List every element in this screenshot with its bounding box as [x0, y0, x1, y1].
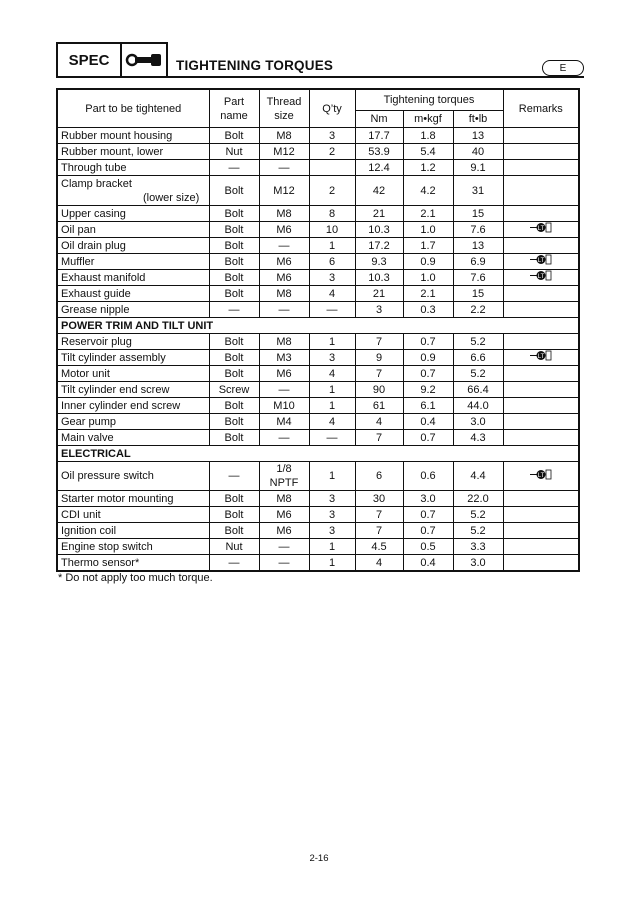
cell-remarks [503, 238, 579, 254]
cell-thread: M8 [259, 286, 309, 302]
table-row [57, 222, 579, 238]
cell-qty: 1 [309, 462, 355, 491]
cell-ftlb: 5.2 [453, 507, 503, 523]
cell-nm: 6 [355, 462, 403, 491]
cell-part [57, 462, 209, 491]
cell-thread: M10 [259, 398, 309, 414]
cell-qty: 4 [309, 286, 355, 302]
cell-thread: M6 [259, 366, 309, 382]
cell-name: — [209, 462, 259, 491]
cell-ftlb: 13 [453, 128, 503, 144]
header-rule [168, 76, 584, 78]
part-label: Thermo sensor* [61, 556, 140, 569]
table-row [57, 144, 579, 160]
cell-ftlb: 3.0 [453, 414, 503, 430]
header-part-name: Part name [209, 89, 259, 128]
cell-ftlb: 3.3 [453, 539, 503, 555]
part-label: Tilt cylinder assembly [61, 351, 166, 364]
cell-thread: M12 [259, 144, 309, 160]
header-ftlb: ft•lb [453, 111, 503, 128]
cell-nm: 10.3 [355, 222, 403, 238]
table-row [57, 206, 579, 222]
cell-thread: M8 [259, 206, 309, 222]
table-row [57, 238, 579, 254]
section-row [57, 318, 579, 334]
cell-ftlb: 4.4 [453, 462, 503, 491]
part-label: Grease nipple [61, 303, 130, 316]
cell-mkgf: 5.4 [403, 144, 453, 160]
cell-name: Nut [209, 144, 259, 160]
cell-mkgf: 4.2 [403, 176, 453, 206]
cell-ftlb: 6.6 [453, 350, 503, 366]
cell-part [57, 523, 209, 539]
cell-remarks [503, 176, 579, 206]
cell-name: Screw [209, 382, 259, 398]
cell-remarks [503, 222, 579, 238]
cell-remarks [503, 350, 579, 366]
cell-ftlb: 22.0 [453, 491, 503, 507]
cell-ftlb: 5.2 [453, 334, 503, 350]
cell-ftlb: 6.9 [453, 254, 503, 270]
torque-table [56, 88, 580, 572]
cell-qty: 3 [309, 523, 355, 539]
cell-part [57, 254, 209, 270]
cell-remarks [503, 491, 579, 507]
cell-nm: 7 [355, 507, 403, 523]
cell-ftlb: 7.6 [453, 270, 503, 286]
locktite-icon [530, 352, 552, 364]
page-title: TIGHTENING TORQUES [176, 58, 334, 73]
cell-name: Bolt [209, 414, 259, 430]
table-row [57, 414, 579, 430]
cell-qty: 3 [309, 350, 355, 366]
cell-nm: 4 [355, 555, 403, 572]
cell-mkgf: 0.9 [403, 350, 453, 366]
cell-remarks [503, 382, 579, 398]
part-label: Main valve [61, 431, 114, 444]
cell-qty: 2 [309, 144, 355, 160]
cell-mkgf: 0.4 [403, 414, 453, 430]
cell-part [57, 302, 209, 318]
cell-remarks [503, 144, 579, 160]
cell-ftlb: 44.0 [453, 398, 503, 414]
table-header-row [57, 89, 579, 111]
section-title: POWER TRIM AND TILT UNIT [57, 318, 579, 334]
cell-mkgf: 0.7 [403, 430, 453, 446]
cell-qty: 2 [309, 176, 355, 206]
cell-part [57, 430, 209, 446]
cell-nm: 7 [355, 334, 403, 350]
cell-qty: 1 [309, 555, 355, 572]
cell-thread: — [259, 302, 309, 318]
part-label: CDI unit [61, 508, 101, 521]
part-label: Clamp bracket [61, 177, 132, 190]
cell-qty: — [309, 430, 355, 446]
table-row [57, 254, 579, 270]
table-row [57, 398, 579, 414]
cell-part [57, 270, 209, 286]
cell-name: Bolt [209, 507, 259, 523]
header-nm: Nm [355, 111, 403, 128]
part-label: Exhaust guide [61, 287, 131, 300]
cell-name: Bolt [209, 270, 259, 286]
cell-name: — [209, 160, 259, 176]
cell-nm: 12.4 [355, 160, 403, 176]
cell-mkgf: 1.8 [403, 128, 453, 144]
cell-thread: — [259, 238, 309, 254]
cell-nm: 7 [355, 430, 403, 446]
cell-ftlb: 2.2 [453, 302, 503, 318]
cell-qty: 3 [309, 507, 355, 523]
cell-nm: 9.3 [355, 254, 403, 270]
cell-mkgf: 0.9 [403, 254, 453, 270]
table-row [57, 128, 579, 144]
cell-remarks [503, 302, 579, 318]
cell-mkgf: 9.2 [403, 382, 453, 398]
table-row [57, 491, 579, 507]
cell-mkgf: 0.7 [403, 334, 453, 350]
cell-nm: 7 [355, 366, 403, 382]
cell-thread: — [259, 160, 309, 176]
cell-nm: 17.2 [355, 238, 403, 254]
cell-qty: 4 [309, 366, 355, 382]
page-header [56, 42, 584, 78]
cell-qty: 1 [309, 539, 355, 555]
cell-ftlb: 7.6 [453, 222, 503, 238]
cell-nm: 90 [355, 382, 403, 398]
cell-mkgf: 0.7 [403, 523, 453, 539]
cell-mkgf: 2.1 [403, 286, 453, 302]
part-label: Motor unit [61, 367, 110, 380]
cell-name: Bolt [209, 176, 259, 206]
cell-thread: — [259, 430, 309, 446]
table-row [57, 160, 579, 176]
cell-ftlb: 4.3 [453, 430, 503, 446]
part-label: Engine stop switch [61, 540, 153, 553]
cell-part [57, 366, 209, 382]
cell-name: Bolt [209, 350, 259, 366]
locktite-icon [530, 471, 552, 483]
cell-qty: 10 [309, 222, 355, 238]
cell-name: Bolt [209, 254, 259, 270]
cell-nm: 53.9 [355, 144, 403, 160]
cell-nm: 21 [355, 286, 403, 302]
cell-ftlb: 31 [453, 176, 503, 206]
header-remarks: Remarks [503, 89, 579, 128]
part-sublabel: (lower size) [143, 191, 200, 204]
part-label: Exhaust manifold [61, 271, 146, 284]
table-row [57, 462, 579, 491]
cell-part [57, 128, 209, 144]
cell-mkgf: 1.0 [403, 222, 453, 238]
cell-thread: M6 [259, 222, 309, 238]
table-row [57, 302, 579, 318]
svg-text:LT: LT [537, 226, 545, 232]
cell-mkgf: 0.6 [403, 462, 453, 491]
cell-remarks [503, 206, 579, 222]
cell-mkgf: 3.0 [403, 491, 453, 507]
table-row [57, 366, 579, 382]
cell-ftlb: 66.4 [453, 382, 503, 398]
cell-thread: M4 [259, 414, 309, 430]
cell-ftlb: 40 [453, 144, 503, 160]
svg-text:LT: LT [537, 258, 545, 264]
cell-remarks [503, 254, 579, 270]
cell-remarks [503, 366, 579, 382]
cell-mkgf: 6.1 [403, 398, 453, 414]
part-label: Starter motor mounting [61, 492, 174, 505]
section-row [57, 446, 579, 462]
table-row [57, 334, 579, 350]
table-row [57, 555, 579, 572]
cell-ftlb: 9.1 [453, 160, 503, 176]
cell-name: Bolt [209, 206, 259, 222]
part-label: Ignition coil [61, 524, 117, 537]
svg-text:LT: LT [537, 274, 545, 280]
cell-mkgf: 1.2 [403, 160, 453, 176]
cell-nm: 4.5 [355, 539, 403, 555]
svg-text:LT: LT [537, 354, 545, 360]
cell-ftlb: 3.0 [453, 555, 503, 572]
cell-thread: M8 [259, 491, 309, 507]
cell-name: Bolt [209, 286, 259, 302]
cell-nm: 30 [355, 491, 403, 507]
cell-name: — [209, 302, 259, 318]
cell-qty: 3 [309, 270, 355, 286]
cell-remarks [503, 286, 579, 302]
cell-remarks [503, 539, 579, 555]
cell-part [57, 206, 209, 222]
part-label: Oil drain plug [61, 239, 126, 252]
cell-qty: 1 [309, 382, 355, 398]
language-badge: E [542, 60, 584, 76]
cell-thread: M8 [259, 128, 309, 144]
cell-remarks [503, 430, 579, 446]
cell-mkgf: 0.4 [403, 555, 453, 572]
cell-nm: 4 [355, 414, 403, 430]
table-row [57, 270, 579, 286]
cell-part [57, 382, 209, 398]
cell-mkgf: 1.0 [403, 270, 453, 286]
cell-part [57, 238, 209, 254]
cell-ftlb: 15 [453, 286, 503, 302]
cell-name: Bolt [209, 238, 259, 254]
cell-qty: 6 [309, 254, 355, 270]
cell-nm: 42 [355, 176, 403, 206]
cell-qty [309, 160, 355, 176]
cell-qty: 8 [309, 206, 355, 222]
cell-qty: 3 [309, 128, 355, 144]
cell-thread: M8 [259, 334, 309, 350]
part-label: Inner cylinder end screw [61, 399, 181, 412]
cell-nm: 21 [355, 206, 403, 222]
cell-thread: M6 [259, 523, 309, 539]
cell-ftlb: 5.2 [453, 366, 503, 382]
cell-name: Bolt [209, 430, 259, 446]
cell-part [57, 414, 209, 430]
cell-part [57, 555, 209, 572]
cell-name: Bolt [209, 222, 259, 238]
part-label: Tilt cylinder end screw [61, 383, 170, 396]
cell-remarks [503, 507, 579, 523]
cell-thread: 1/8 NPTF [259, 462, 309, 491]
spec-label: SPEC [58, 44, 122, 76]
cell-thread: — [259, 555, 309, 572]
header-tightening-torques: Tightening torques [355, 89, 503, 111]
cell-part [57, 160, 209, 176]
cell-remarks [503, 128, 579, 144]
cell-part [57, 507, 209, 523]
cell-nm: 9 [355, 350, 403, 366]
cell-remarks [503, 160, 579, 176]
cell-nm: 7 [355, 523, 403, 539]
cell-mkgf: 1.7 [403, 238, 453, 254]
cell-qty: 1 [309, 334, 355, 350]
cell-mkgf: 2.1 [403, 206, 453, 222]
table-row [57, 350, 579, 366]
cell-name: Bolt [209, 334, 259, 350]
cell-part [57, 286, 209, 302]
cell-thread: M6 [259, 270, 309, 286]
header-part: Part to be tightened [57, 89, 209, 128]
header-qty: Q’ty [309, 89, 355, 128]
table-row [57, 523, 579, 539]
cell-mkgf: 0.5 [403, 539, 453, 555]
footnote: * Do not apply too much torque. [58, 572, 213, 584]
cell-remarks [503, 462, 579, 491]
table-row [57, 539, 579, 555]
cell-part [57, 144, 209, 160]
cell-nm: 3 [355, 302, 403, 318]
part-label: Upper casing [61, 207, 126, 220]
cell-part [57, 176, 209, 206]
cell-part [57, 350, 209, 366]
header-mkgf: m•kgf [403, 111, 453, 128]
locktite-icon [530, 272, 552, 284]
cell-mkgf: 0.7 [403, 366, 453, 382]
table-row [57, 382, 579, 398]
cell-nm: 10.3 [355, 270, 403, 286]
cell-name: Bolt [209, 128, 259, 144]
table-row [57, 286, 579, 302]
cell-mkgf: 0.7 [403, 507, 453, 523]
cell-thread: M3 [259, 350, 309, 366]
cell-name: Bolt [209, 398, 259, 414]
torque-wrench-icon [122, 44, 166, 76]
cell-qty: 1 [309, 398, 355, 414]
table-row [57, 430, 579, 446]
spec-box [56, 42, 168, 78]
part-label: Muffler [61, 255, 95, 268]
cell-remarks [503, 398, 579, 414]
part-label: Gear pump [61, 415, 117, 428]
cell-qty: — [309, 302, 355, 318]
section-title: ELECTRICAL [57, 446, 579, 462]
cell-qty: 1 [309, 238, 355, 254]
table-row [57, 507, 579, 523]
table-row [57, 176, 579, 206]
cell-part [57, 491, 209, 507]
part-label: Through tube [61, 161, 127, 174]
page-number: 2-16 [309, 853, 329, 864]
cell-thread: — [259, 382, 309, 398]
cell-name: Bolt [209, 366, 259, 382]
locktite-icon [530, 224, 552, 236]
part-label: Rubber mount housing [61, 129, 173, 142]
cell-remarks [503, 523, 579, 539]
cell-part [57, 539, 209, 555]
cell-ftlb: 13 [453, 238, 503, 254]
svg-text:LT: LT [537, 472, 545, 479]
cell-remarks [503, 270, 579, 286]
cell-part [57, 222, 209, 238]
cell-thread: — [259, 539, 309, 555]
cell-part [57, 398, 209, 414]
cell-part [57, 334, 209, 350]
header-thread-size: Thread size [259, 89, 309, 128]
cell-qty: 4 [309, 414, 355, 430]
locktite-icon [530, 256, 552, 268]
cell-nm: 61 [355, 398, 403, 414]
part-label: Reservoir plug [61, 335, 132, 348]
cell-thread: M6 [259, 507, 309, 523]
part-label: Rubber mount, lower [61, 145, 164, 158]
cell-thread: M12 [259, 176, 309, 206]
cell-ftlb: 15 [453, 206, 503, 222]
cell-ftlb: 5.2 [453, 523, 503, 539]
cell-remarks [503, 555, 579, 572]
cell-remarks [503, 414, 579, 430]
cell-name: — [209, 555, 259, 572]
part-label: Oil pan [61, 223, 96, 236]
cell-name: Bolt [209, 523, 259, 539]
cell-name: Bolt [209, 491, 259, 507]
cell-mkgf: 0.3 [403, 302, 453, 318]
cell-nm: 17.7 [355, 128, 403, 144]
cell-qty: 3 [309, 491, 355, 507]
cell-remarks [503, 334, 579, 350]
cell-thread: M6 [259, 254, 309, 270]
cell-name: Nut [209, 539, 259, 555]
part-label: Oil pressure switch [61, 470, 154, 482]
